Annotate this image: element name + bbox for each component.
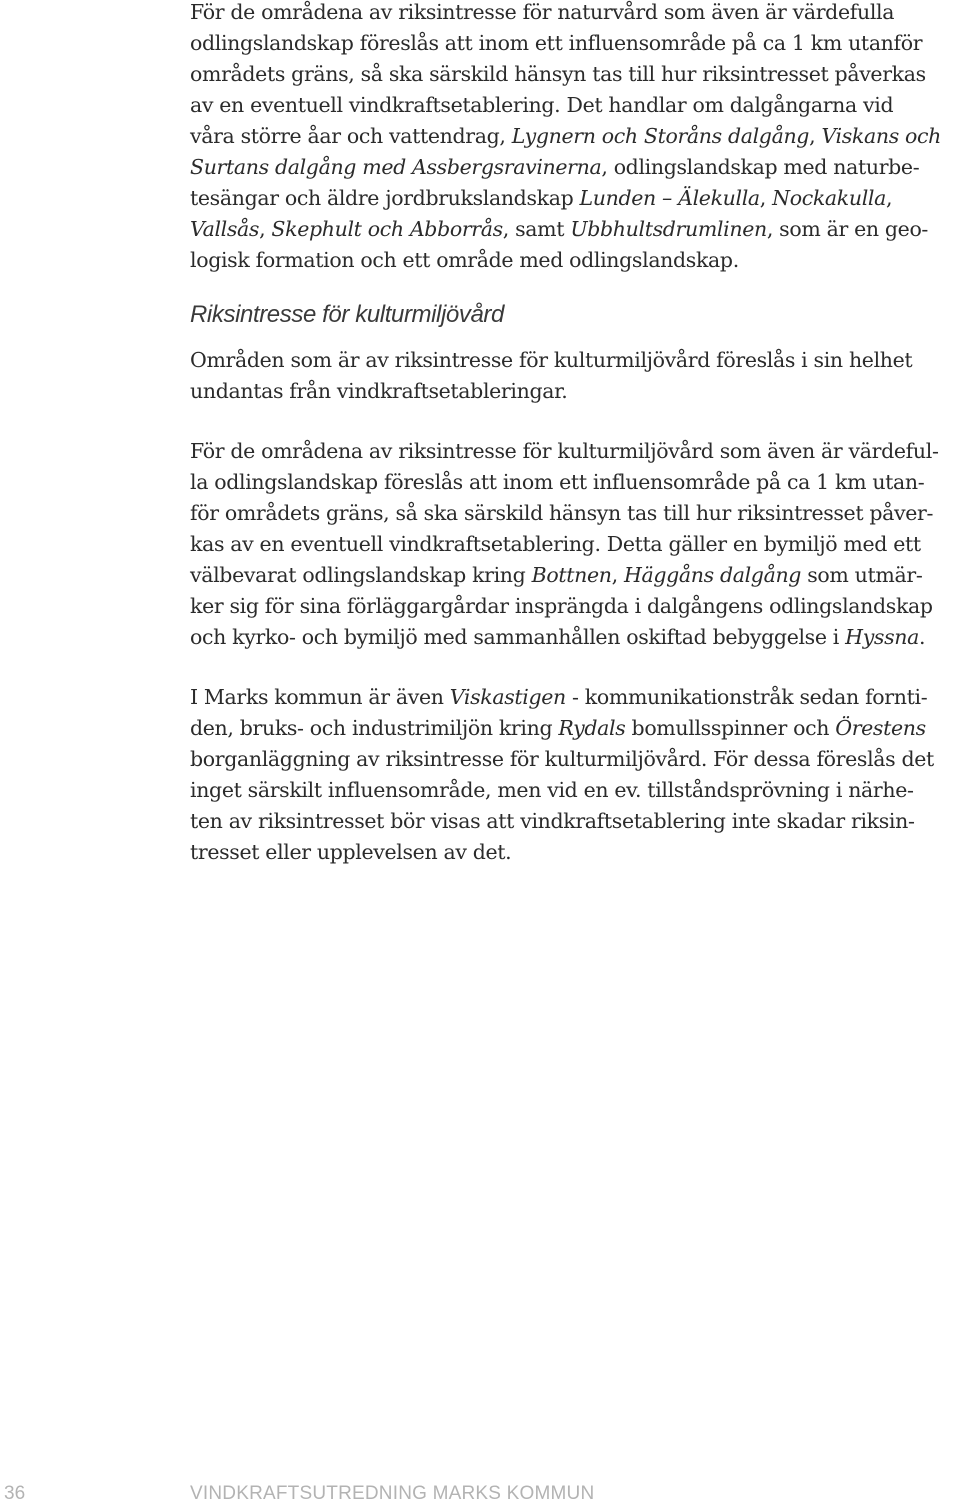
text-line: ker sig för sina förläggargårdar insprängda i dalgångens odlingslandskap <box>190 594 933 618</box>
italic-place-name: Lygnern och Storåns dalgång <box>511 124 810 148</box>
text-line: av en eventuell vindkraftsetablering. Det handlar om dalgångarna vid <box>190 93 894 117</box>
text-line: inget särskilt influensområde, men vid en ev. tillståndsprövning i närhe- <box>190 778 914 802</box>
text-line: tesängar och äldre jordbrukslandskap Lunden – Älekulla, Nockakulla, <box>190 186 893 210</box>
text-line: våra större åar och vattendrag, Lygnern och Storåns dalgång, Viskans och <box>190 124 942 148</box>
paragraph-body <box>190 0 941 276</box>
text-line: undantas från vindkraftsetableringar. <box>190 379 568 403</box>
text-line: odlingslandskap föreslås att inom ett influensområde på ca 1 km utanför <box>190 31 923 55</box>
italic-place-name: Örestens <box>835 716 926 740</box>
italic-place-name: Vallsås <box>190 217 260 241</box>
italic-place-name: Ubbhultsdrumlinen <box>570 217 767 241</box>
text-line: ten av riksintresset bör visas att vindkraftsetablering inte skadar riksin- <box>190 809 915 833</box>
text-line: borganläggning av riksintresse för kulturmiljövård. För dessa föreslås det <box>190 747 934 771</box>
running-title: VINDKRAFTSUTREDNING MARKS KOMMUN <box>190 1483 595 1504</box>
text-line: För de områdena av riksintresse för naturvård som även är värdefulla <box>190 0 895 24</box>
text-line: Surtans dalgång med Assbergsravinerna, odlingslandskap med naturbe- <box>190 155 920 179</box>
italic-place-name: Surtans dalgång med Assbergsravinerna <box>190 155 602 179</box>
text-line: logisk formation och ett område med odlingslandskap. <box>190 248 739 272</box>
italic-place-name: Nockakulla <box>772 186 886 210</box>
text-line: la odlingslandskap föreslås att inom ett influensområde på ca 1 km utan- <box>190 470 925 494</box>
paragraph-viskastigen <box>190 682 941 868</box>
text-line: områdets gräns, så ska särskild hänsyn tas till hur riksintresset påverkas <box>190 62 926 86</box>
text-line: tresset eller upplevelsen av det. <box>190 840 512 864</box>
paragraph-kulturmiljo-intro <box>190 345 941 407</box>
italic-place-name: Häggåns dalgång <box>623 563 802 587</box>
italic-place-name: Bottnen <box>531 563 612 587</box>
italic-place-name: Hyssna <box>845 625 919 649</box>
text-line: kas av en eventuell vindkraftsetablering. Detta gäller en bymiljö med ett <box>190 532 921 556</box>
text-line: Områden som är av riksintresse för kulturmiljövård föreslås i sin helhet <box>190 348 913 372</box>
page-number: 36 <box>4 1483 26 1504</box>
italic-place-name: Skephult och Abborrås <box>271 217 503 241</box>
text-line: Vallsås, Skephult och Abborrås, samt Ubbhultsdrumlinen, som är en geo- <box>190 217 929 241</box>
italic-place-name: Viskastigen <box>449 685 566 709</box>
text-line: välbevarat odlingslandskap kring Bottnen, Häggåns dalgång som utmär- <box>190 563 923 587</box>
paragraph-kulturmiljo-influens <box>190 436 941 653</box>
text-line: den, bruks- och industrimiljön kring Rydals bomullsspinner och Örestens <box>190 716 926 740</box>
italic-place-name: Lunden – Älekulla <box>579 186 760 210</box>
section-heading: Riksintresse för kulturmiljövård <box>190 301 504 328</box>
italic-place-name: Viskans och <box>821 124 942 148</box>
paragraph-naturvard <box>190 0 941 868</box>
text-line: för områdets gräns, så ska särskild hänsyn tas till hur riksintresset påver- <box>190 501 934 525</box>
text-line: I Marks kommun är även Viskastigen - kommunikationstråk sedan fornti- <box>190 685 928 709</box>
italic-place-name: Rydals <box>558 716 626 740</box>
text-line: För de områdena av riksintresse för kulturmiljövård som även är värdeful- <box>190 439 939 463</box>
text-line: och kyrko- och bymiljö med sammanhållen oskiftad bebyggelse i Hyssna. <box>190 625 926 649</box>
